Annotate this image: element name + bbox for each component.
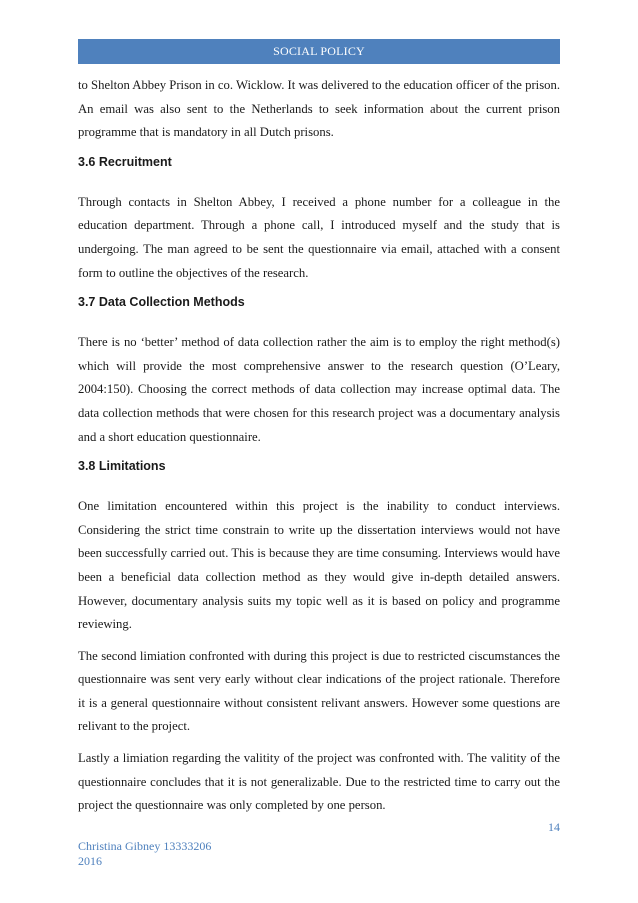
page-number: 14 — [548, 820, 560, 834]
section-heading-limitations: 3.8 Limitations — [78, 459, 166, 474]
recruitment-paragraph: Through contacts in Shelton Abbey, I received a phone number for a colleague in the education department. Through a phone call, I introduced myself and the study that is undergoing. The man agreed to be sent the questionnaire via email, attached with a consent form to outline the objectives of the research. — [78, 194, 560, 280]
intro-paragraph: to Shelton Abbey Prison in co. Wicklow. It was delivered to the education officer of the prison. An email was also sent to the Netherlands to seek information about the current prison programme that is mandatory in all Dutch prisons. — [78, 78, 560, 140]
document-body — [78, 74, 560, 826]
section-heading-data-collection: 3.7 Data Collection Methods — [78, 295, 245, 310]
footer-author: Christina Gibney 13333206 — [78, 839, 212, 853]
footer-year: 2016 — [78, 854, 102, 868]
section-heading-recruitment: 3.6 Recruitment — [78, 154, 172, 169]
limitations-paragraph-2: The second limiation confronted with during this project is due to restricted ciscumstances the questionnaire was sent very early without clear indications of the project rationale. Therefore it is a general questionnaire without consistent relivant answers. However some questions are relivant to the project. — [78, 648, 560, 734]
running-header — [78, 39, 560, 64]
footer-author-block — [78, 839, 211, 869]
limitations-paragraph-1: One limitation encountered within this project is the inability to conduct interviews. Considering the strict time constrain to write up the dissertation interviews would not have been successfully carried out. This is because they are time consuming. Interviews would have been a beneficial data collection method as they would give in-depth detailed answers. However, documentary analysis suits my topic well as it is based on policy and programme reviewing. — [78, 499, 560, 632]
data-collection-paragraph: There is no ‘better’ method of data collection rather the aim is to employ the right method(s) which will provide the most comprehensive answer to the research question (O’Leary, 2004:150). Choosing the correct methods of data collection may increase optimal data. The data collection methods that were chosen for this research project was a documentary analysis and a short education questionnaire. — [78, 335, 560, 444]
header-title: SOCIAL POLICY — [273, 44, 365, 58]
limitations-paragraph-3: Lastly a limiation regarding the valitity of the project was confronted with. The valitity of the questionnaire concludes that it is not generalizable. Due to the restricted time to carry out the project the questionnaire was only completed by one person. — [78, 751, 560, 813]
